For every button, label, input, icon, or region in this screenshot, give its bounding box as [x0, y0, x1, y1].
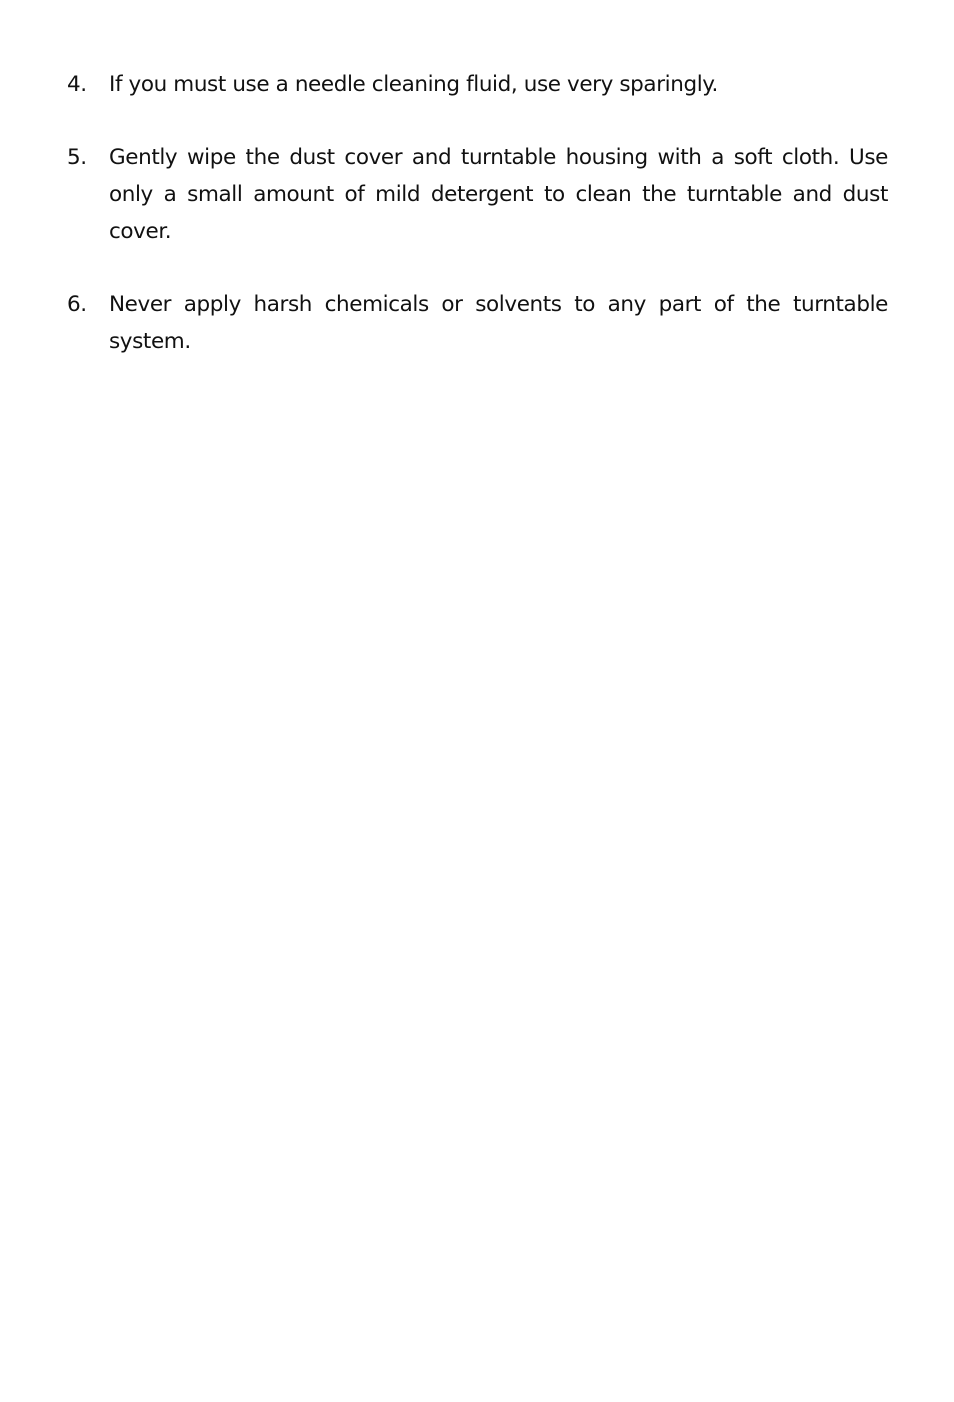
item-text: Never apply harsh chemicals or solvents to any part of the turntable system. — [109, 292, 888, 354]
item-number: 6. — [67, 292, 87, 317]
item-text: Gently wipe the dust cover and turntable housing with a soft cloth. Use only a small amount of mild detergent to clean the turntable and dust cover. — [109, 145, 888, 244]
item-number: 4. — [67, 72, 87, 97]
list-item — [67, 286, 888, 360]
list-item — [67, 139, 888, 250]
list-item — [67, 66, 888, 103]
item-text: If you must use a needle cleaning fluid, use very sparingly. — [109, 72, 718, 97]
item-number: 5. — [67, 145, 87, 170]
instruction-list — [67, 66, 888, 396]
